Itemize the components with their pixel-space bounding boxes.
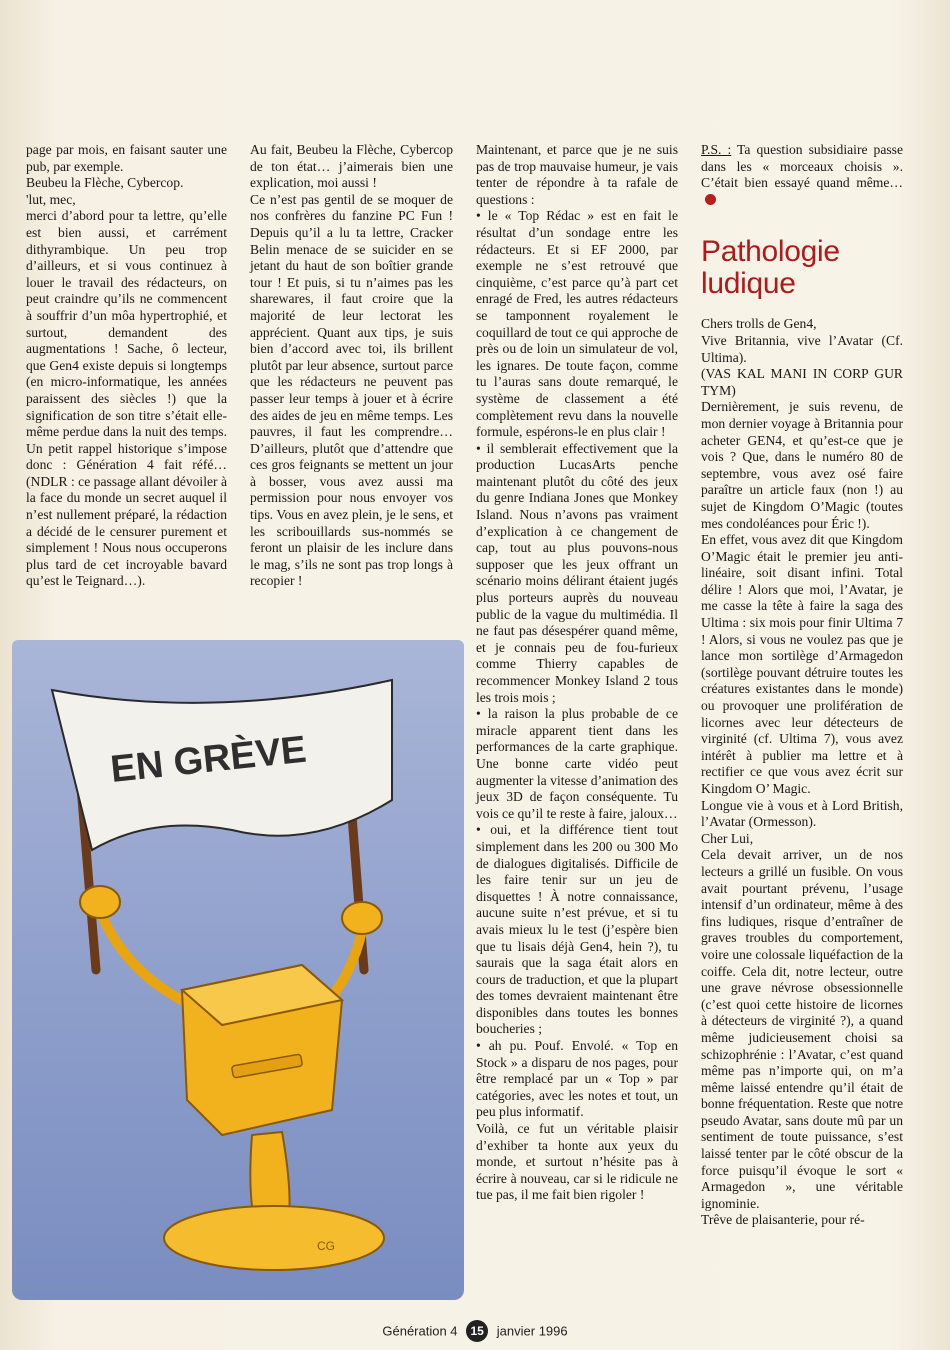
postscript [701,142,903,208]
paragraph: • la raison la plus probable de ce miracle apparent tient dans les performances de la carte graphique. Une bonne carte vidéo peut augmenter la vitesse d’animation des jeux 3D de façon conséquente. Tu vois ce qu’il te reste à faire, jaloux… [476,706,678,821]
paragraph: Cher Lui, [701,830,754,846]
column-1 [26,142,227,590]
paragraph: Voilà, ce fut un véritable plaisir d’exhiber ta honte aux yeux du monde, et surtout n’hésite pas à écrire à nouveau, car si le ridicule ne tue pas, il me fait bien rigoler ! [476,1121,678,1203]
paragraph: En effet, vous avez dit que Kingdom O’Magic était le premier jeu anti-linéaire, soit disant infini. Total délire ! Alors que moi, l’Avatar, je me casse la tête à faire la saga des Ultima : six mois pour finir Ultima 7 ! Alors, si vous ne voulez pas que je lance mon sortilège d’Armagedon (sortilège pouvant détruire toutes les créatures existantes dans le monde) ou provoquer une prolifération de licornes avec leur détecteurs de virginité (cf. Ultima 7), vous avez intérêt à publier ma lettre et à rectifier ce que vous avez écrit sur Kingdom O’ Magic. [701,532,903,796]
right-hand [342,902,382,934]
postscript-text: Ta question subsidiaire passe dans les « morceaux choisis ». C’était bien essayé quand même… [701,142,904,191]
strike-illustration [12,640,464,1300]
paragraph: Vive Britannia, vive l’Avatar (Cf. Ultima). [701,332,903,365]
magazine-name: Génération 4 [382,1323,458,1339]
banner-text: EN GRÈVE [108,728,309,791]
mascot-base [164,1206,384,1270]
paragraph: (VAS KAL MANI IN CORP GUR TYM) [701,366,903,398]
paragraph: 'lut, mec, [26,191,76,207]
issue-date: janvier 1996 [496,1323,568,1339]
paragraph: • ah pu. Pouf. Envolé. « Top en Stock » a disparu de nos pages, pour être remplacé par un « Top » par catégories, avec les notes et tout, un peu plus informatif. [476,1038,678,1120]
paragraph: • le « Top Rédac » est en fait le résultat d’un sondage entre les rédacteurs. Et si EF 2000, par exemple ne s’est retrouvé que cinquième, c’est parce qu’à part cet enragé de Fred, les autres rédacteurs se tamponnent royalement le coquillard de tout ce qui approche de près ou de loin un simulateur de vol, les ignares. De toute façon, comme tu l’auras sans doute remarqué, le système de classement a été complètement revu dans la nouvelle formule, espérons-le en plus clair ! [476,208,678,440]
paragraph: Trêve de plaisanterie, pour ré- [701,1212,865,1228]
paragraph: Maintenant, et parce que je ne suis pas de trop mauvaise humeur, je vais tenter de répondre à ta rafale de questions : [476,142,678,207]
paragraph: merci d’abord pour ta lettre, qu’elle est bien aussi, et carrément dithyrambique. Un peu trop d’ailleurs, et si vous continuez à louer le travail des rédacteurs, on peut craindre qu’ils ne commencent à souffrir d’un môa hypertrophié, et surtout, demandent des augmentations ! Sache, ô lecteur, que Gen4 existe depuis si longtemps (en micro-informatique, les années paraissent des siècles !) que la signification de son titre s’était elle-même perdue dans la nuit des temps. Un petit rappel historique s’impose donc : Génération 4 fait réfé… (NDLR : ce passage allant dévoiler à la face du monde un secret auquel il n’est nullement préparé, la rédaction a décidé de le censurer purement et simplement ! Nous nous occuperons plus tard de cet incroyable bavard qu’est le Teignard…). [26,208,227,589]
paragraph: Beubeu la Flèche, Cybercop. [26,175,184,191]
column-2 [250,142,453,590]
end-mark-icon [705,194,716,205]
column-4 [701,142,903,1229]
postscript-label: P.S. : [701,142,732,157]
page-number-badge: 15 [466,1320,488,1342]
paragraph: Longue vie à vous et à Lord British, l’Avatar (Ormesson). [701,797,903,830]
paragraph: Cela devait arriver, un de nos lecteurs a grillé un fusible. On vous avait pourtant prévenu, l’usage intensif d’un ordinateur, même à des fins ludiques, risque d’entraîner de graves troubles du comportement, voire une colossale liquéfaction de la coiffe. Cela dit, notre lecteur, outre une grave névrose obsessionnelle (c’est quoi cette histoire de licornes à détecteurs de virginité ?), a quand même judicieusement choisi sa schizophrénie : l’Avatar, c’est quand même pas n’importe qui, on m’a même laissé entendre qu’il était de bonne fréquentation. Reste que notre pseudo Avatar, sans doute mû par un sentiment de toute puissance, s’est laissé tenter par le côté obscur de la force puisqu’il évoque le sort « Armagedon », une véritable ignominie. [701,847,903,1211]
paragraph: Au fait, Beubeu la Flèche, Cybercop de ton état… j’aimerais bien une explication, moi aussi ! [250,142,453,191]
paragraph: Dernièrement, je suis revenu, de mon dernier voyage à Britannia pour acheter GEN4, et qu’est-ce que je vois ? Que, dans le numéro 80 de septembre, vous avez osé faire paraître un article faux (non !) au sujet de Kingdom O’Magic (toutes mes condoléances pour Éric !). [701,399,903,531]
page-footer [0,1320,950,1342]
paragraph: Ce n’est pas gentil de se moquer de nos confrères du fanzine PC Fun ! Depuis qu’il a lu ta lettre, Cracker Belin menace de se suicider en se jetant du haut de son boîtier grande tour ! Et puis, si tu n’aimes pas les sharewares, il faut croire que la majorité de leur lectorat les apprécient. Quant aux tips, je suis bien d’accord avec toi, ils brillent plutôt par leur absence, surtout parce que les rédacteurs ne peuvent pas passer leur temps à jouer et à écrire des aides de jeu en même temps. Les pauvres, il faut les comprendre… D’ailleurs, plutôt que d’attendre que ces gros feignants se mettent un jour à bosser, vous avez aussi ma permission pour nous envoyer vos tips. Vous en avez plein, je le sens, et les scribouillards sus-nommés se feront un plaisir de les inclure dans le mag, s’ils ne sont pas trop longs à recopier ! [250,191,453,589]
artist-signature: CG [317,1239,335,1253]
left-hand [80,886,120,918]
paragraph: • il semblerait effectivement que la production LucasArts penche maintenant plutôt du côté des jeux du genre Indiana Jones que Monkey Island. Nous n’avons pas vraiment d’explication à ce changement de cap, tout au plus pouvons-nous supposer que les jeux offrant un scénario moins délirant étaient jugés plus porteurs auprès du nouveau public de la vague du multimédia. Il ne faut pas désespérer quand même, et je connais peu de fou-furieux comme Thierry capables de recommencer Monkey Island 2 tous les trois mois ; [476,440,678,705]
paragraph: • oui, et la différence tient tout simplement dans les 200 ou 300 Mo de dialogues digitalisés. Difficile de les faire tenir sur un jeu de disquettes ! À notre connaissance, aucune suite n’est prévue, et si tu avais mieux lu le test (j’espère bien que tu lisais déjà Gen4, hein ?), tu saurais que la saga était alors en cours de traduction, et que la plupart des tomes devraient maintenant être disponibles dans toutes les bonnes boucheries ; [476,822,678,1037]
strike-mascot-drawing [12,640,464,1300]
section-heading: Pathologie ludique [701,235,840,301]
paragraph: Chers trolls de Gen4, [701,316,817,332]
paragraph: page par mois, en faisant sauter une pub, par exemple. [26,142,227,174]
column-3 [476,142,678,1204]
